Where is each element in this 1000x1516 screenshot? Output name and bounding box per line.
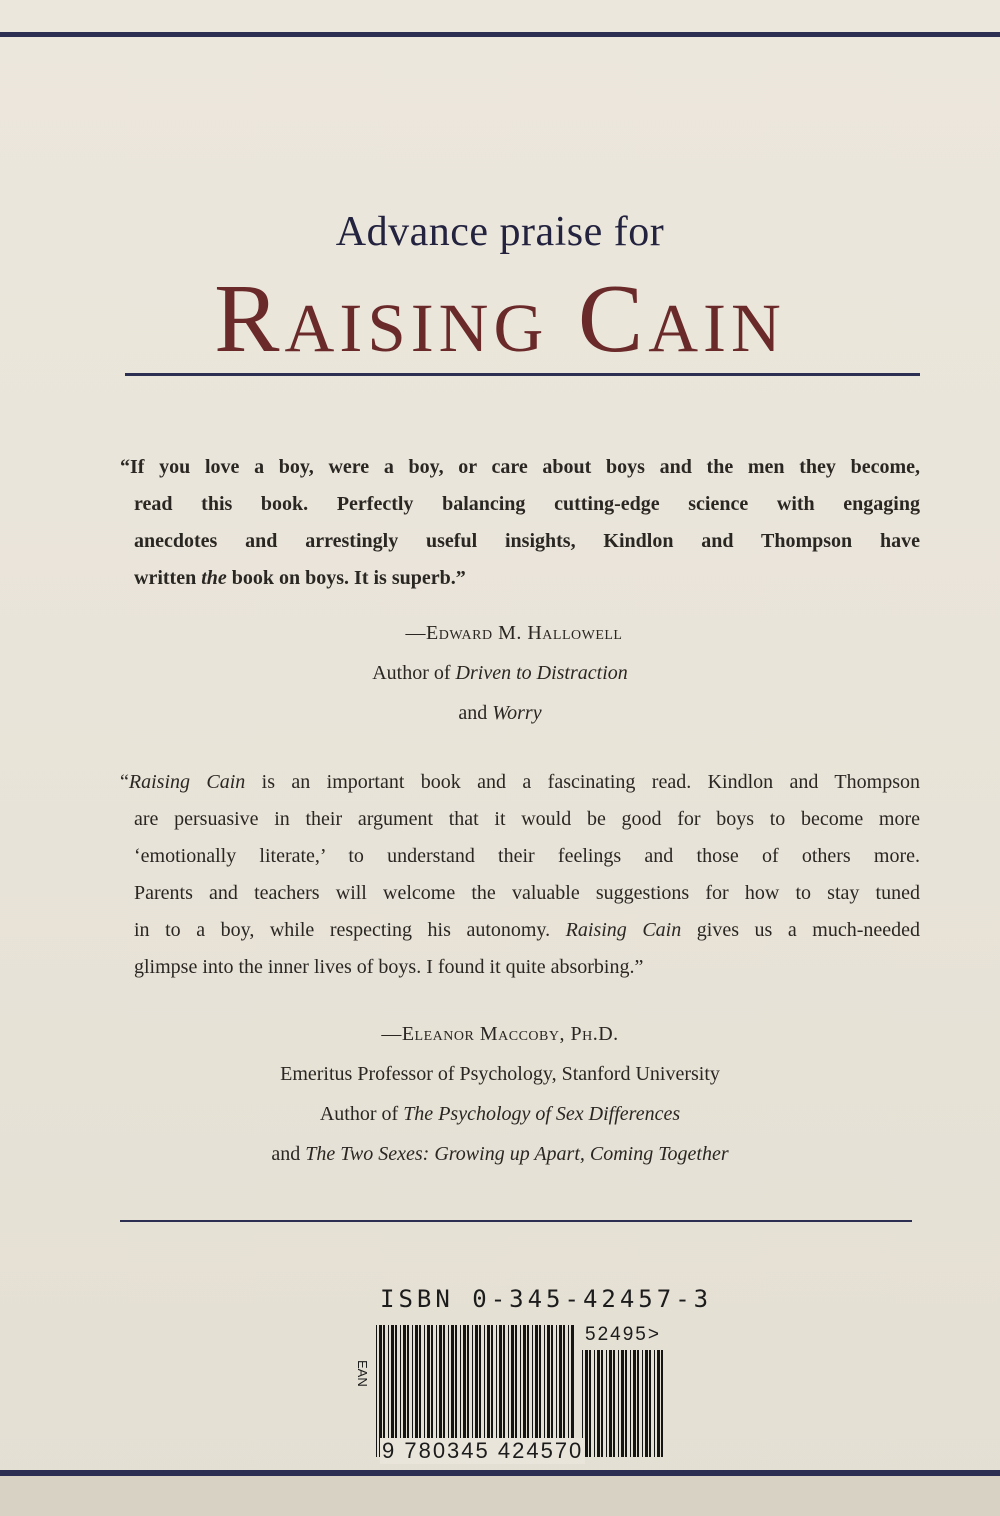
attribution-role (0, 1134, 1000, 1174)
advance-praise-heading: Advance praise for (335, 209, 665, 255)
attribution-text: and (271, 1143, 306, 1165)
attribution-role (0, 693, 1000, 733)
barcode-bar (621, 1350, 624, 1457)
quote-line (120, 560, 920, 597)
quote-line: read this book. Perfectly balancing cutting-edge science with engaging (134, 493, 920, 515)
cover-bottom-edge (0, 1476, 1000, 1516)
quote-line: anecdotes and arrestingly useful insights, Kindlon and Thompson have (134, 530, 920, 552)
attribution-work: Driven to Distraction (455, 662, 628, 684)
barcode-bar (642, 1350, 643, 1457)
barcode-bar (589, 1350, 591, 1457)
barcode-number: 9 780345 424570 (382, 1438, 584, 1463)
attribution-role: Emeritus Professor of Psychology, Stanford University (280, 1063, 720, 1085)
barcode-bar (606, 1350, 607, 1457)
quote-text: gives us a much-needed (681, 919, 920, 941)
attribution-work: The Psychology of Sex Differences (403, 1103, 681, 1125)
quote-text: in to a boy, while respecting his autonomy. (134, 919, 566, 941)
attribution-name: —Edward M. Hallowell (405, 622, 623, 644)
title-rule (125, 373, 920, 376)
barcode-bar (618, 1350, 619, 1457)
top-rule (0, 32, 1000, 37)
attribution-name: —Eleanor Maccoby, Ph.D. (381, 1023, 619, 1045)
praise-quote-1 (120, 449, 920, 597)
quote-text: book on boys. It is superb.” (226, 567, 466, 589)
barcode-bar (613, 1350, 615, 1457)
barcode-bar (637, 1350, 639, 1457)
attribution-text: Author of (372, 662, 456, 684)
quote-line: are persuasive in their argument that it would be good for boys to become more (134, 808, 920, 830)
praise-quote-2 (120, 764, 920, 986)
barcode-bar (376, 1325, 377, 1457)
ean-label: EAN (355, 1360, 370, 1387)
barcode-bar (594, 1350, 595, 1457)
quote-text: written (134, 567, 202, 589)
barcode-bar (654, 1350, 655, 1457)
barcode-bar (601, 1350, 603, 1457)
quote-text: “ (120, 771, 129, 793)
attribution-work: Worry (492, 702, 542, 724)
attribution-work: The Two Sexes: Growing up Apart, Coming Together (305, 1143, 729, 1165)
barcode-bar (630, 1350, 631, 1457)
book-title: Raising Cain (214, 265, 786, 373)
attribution-text: Author of (319, 1103, 404, 1125)
barcode-bar (625, 1350, 627, 1457)
barcode-bar (649, 1350, 651, 1457)
quote-text: is an important book and a fascinating read. Kindlon and Thompson (245, 771, 920, 793)
attribution-2 (0, 1014, 1000, 1174)
attribution-role (0, 1094, 1000, 1134)
barcode-bar (657, 1350, 660, 1457)
quote-line (120, 912, 920, 949)
attribution-1 (0, 613, 1000, 733)
price-code: 52495> (585, 1324, 661, 1345)
quote-emphasis: the (201, 567, 227, 589)
barcode-bar (597, 1350, 600, 1457)
quote-emphasis: Raising Cain (565, 919, 682, 941)
quote-line: ‘emotionally literate,’ to understand their feelings and those of others more. (134, 845, 920, 867)
quote-line: “If you love a boy, were a boy, or care about boys and the men they become, (120, 456, 920, 478)
quote-line (120, 764, 920, 801)
barcode-bar (609, 1350, 612, 1457)
isbn-text: ISBN 0-345-42457-3 (380, 1285, 713, 1313)
attribution-role (0, 653, 1000, 693)
quote-line: Parents and teachers will welcome the valuable suggestions for how to stay tuned (134, 882, 920, 904)
separator-rule (120, 1220, 912, 1222)
barcode-bar (645, 1350, 648, 1457)
barcode-bar (661, 1350, 663, 1457)
barcode-bar (633, 1350, 636, 1457)
attribution-text: and (458, 702, 493, 724)
quote-emphasis: Raising Cain (128, 771, 246, 793)
barcode-bar (585, 1350, 588, 1457)
quote-line: glimpse into the inner lives of boys. I found it quite absorbing.” (134, 956, 644, 978)
